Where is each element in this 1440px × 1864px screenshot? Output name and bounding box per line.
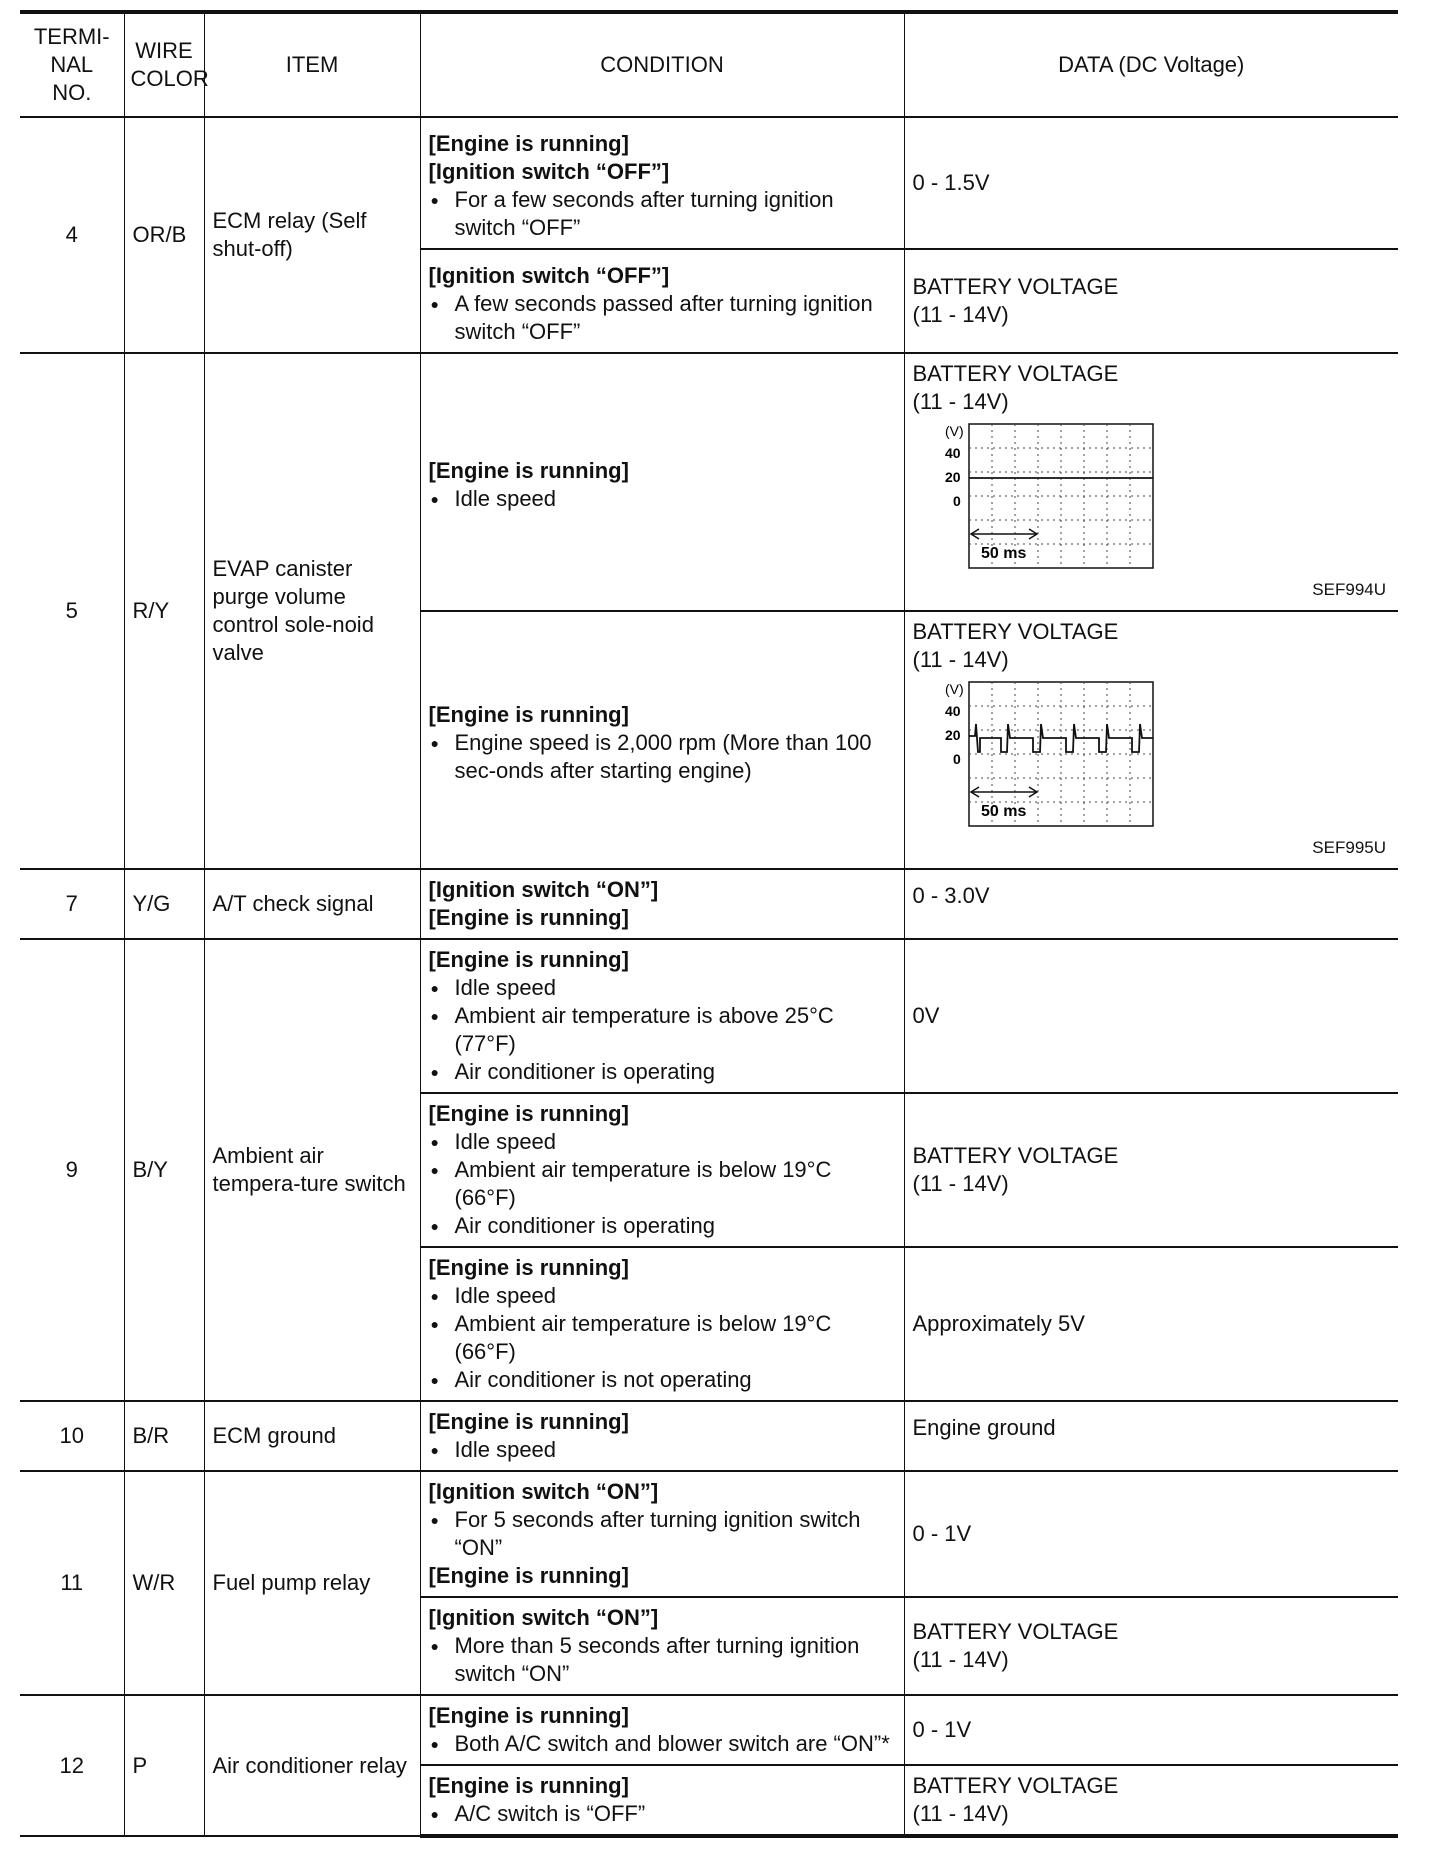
condition-heading: [Ignition switch “ON”] — [428, 1605, 659, 1630]
scope-unit-label: (V) — [944, 681, 964, 697]
condition-cell — [420, 939, 904, 1093]
data-value — [904, 1093, 1398, 1247]
data-line: (11 - 14V) — [912, 647, 1009, 672]
condition-heading: [Ignition switch “ON”] — [428, 1479, 659, 1504]
data-line: (11 - 14V) — [912, 1171, 1009, 1196]
scope-unit-label: (V) — [944, 423, 964, 439]
condition-cell — [420, 869, 904, 939]
wire-color: B/Y — [124, 939, 204, 1401]
condition-bullet: ● Idle speed — [429, 1436, 896, 1464]
condition-heading: [Engine is running] — [428, 1563, 629, 1588]
scope-time-marker — [971, 529, 1037, 539]
data-value — [904, 249, 1398, 353]
condition-cell — [420, 1471, 904, 1597]
item-name: A/T check signal — [204, 869, 420, 939]
data-value: 0 - 1V — [904, 1471, 1398, 1597]
wire-color: Y/G — [124, 869, 204, 939]
scope-y0-label: 0 — [952, 493, 961, 509]
condition-bullet: ● Air conditioner is operating — [429, 1058, 896, 1086]
condition-heading: [Engine is running] — [428, 702, 629, 727]
condition-heading: [Engine is running] — [428, 458, 629, 483]
item-name: EVAP canister purge volume control sole-noid valve — [204, 353, 420, 869]
terminal-number: 4 — [20, 117, 124, 353]
scope-y40-label: 40 — [944, 703, 961, 719]
data-line: BATTERY VOLTAGE — [912, 274, 1119, 299]
data-value — [904, 1765, 1398, 1836]
data-line: BATTERY VOLTAGE — [912, 1773, 1119, 1798]
data-value: 0V — [904, 939, 1398, 1093]
terminal-number: 5 — [20, 353, 124, 869]
condition-bullet: ● Ambient air temperature is above 25°C (77°F) — [429, 1002, 896, 1058]
condition-heading: [Engine is running] — [428, 947, 629, 972]
condition-heading: [Ignition switch “OFF”] — [428, 159, 670, 184]
condition-cell — [420, 1401, 904, 1471]
condition-bullet: ● A few seconds passed after turning ignition switch “OFF” — [429, 290, 896, 346]
item-name: ECM ground — [204, 1401, 420, 1471]
terminal-number: 9 — [20, 939, 124, 1401]
scope-time-marker — [971, 787, 1037, 797]
data-value: 0 - 1V — [904, 1695, 1398, 1765]
terminal-number: 10 — [20, 1401, 124, 1471]
item-name: Ambient air tempera-ture switch — [204, 939, 420, 1401]
terminal-number: 12 — [20, 1695, 124, 1836]
header-data: DATA (DC Voltage) — [904, 12, 1398, 117]
table-row — [20, 1401, 1398, 1471]
condition-bullet: ● Engine speed is 2,000 rpm (More than 100 sec-onds after starting engine) — [429, 729, 896, 785]
condition-bullet: ● More than 5 seconds after turning ignition switch “ON” — [429, 1632, 896, 1688]
data-line: (11 - 14V) — [912, 1647, 1009, 1672]
table-row — [20, 117, 1398, 249]
table-row — [20, 1471, 1398, 1597]
condition-bullet: ● Idle speed — [429, 1282, 896, 1310]
scope-time-label: 50 ms — [980, 545, 1026, 562]
condition-bullet: ● Air conditioner is not operating — [429, 1366, 896, 1394]
condition-bullet: ● For 5 seconds after turning ignition switch “ON” — [429, 1506, 896, 1562]
data-value — [904, 353, 1398, 611]
data-line: BATTERY VOLTAGE — [912, 1619, 1119, 1644]
scope-y0-label: 0 — [952, 751, 961, 767]
table-row — [20, 1695, 1398, 1765]
table-row — [20, 869, 1398, 939]
oscilloscope-idle-waveform — [939, 422, 1189, 572]
condition-heading: [Engine is running] — [428, 1409, 629, 1434]
terminal-data-table-sheet — [20, 10, 1398, 1838]
data-line: BATTERY VOLTAGE — [912, 1143, 1119, 1168]
data-line: (11 - 14V) — [912, 389, 1009, 414]
condition-heading: [Engine is running] — [428, 905, 629, 930]
condition-bullet: ● A/C switch is “OFF” — [429, 1800, 896, 1828]
condition-bullet: ● Ambient air temperature is below 19°C (66°F) — [429, 1310, 896, 1366]
condition-heading: [Engine is running] — [428, 1101, 629, 1126]
scope-y20-label: 20 — [944, 727, 961, 743]
header-item: ITEM — [204, 12, 420, 117]
condition-cell — [420, 1597, 904, 1695]
scope-time-label: 50 ms — [980, 803, 1026, 820]
wire-color: R/Y — [124, 353, 204, 869]
oscilloscope-2000rpm-waveform — [939, 680, 1189, 830]
condition-bullet: ● Idle speed — [429, 1128, 896, 1156]
item-name: Air conditioner relay — [204, 1695, 420, 1836]
condition-cell — [420, 249, 904, 353]
condition-cell — [420, 1247, 904, 1401]
condition-heading: [Engine is running] — [428, 1255, 629, 1280]
condition-cell — [420, 353, 904, 611]
wire-color: W/R — [124, 1471, 204, 1695]
table-row — [20, 939, 1398, 1093]
data-value — [904, 1597, 1398, 1695]
wire-color: B/R — [124, 1401, 204, 1471]
data-line: (11 - 14V) — [912, 1801, 1009, 1826]
header-terminal: TERMI- NAL NO. — [20, 12, 124, 117]
data-value: Approximately 5V — [904, 1247, 1398, 1401]
item-name: Fuel pump relay — [204, 1471, 420, 1695]
condition-cell — [420, 117, 904, 249]
condition-cell — [420, 1695, 904, 1765]
item-name: ECM relay (Self shut-off) — [204, 117, 420, 353]
figure-id: SEF994U — [1312, 580, 1386, 599]
condition-bullet: ● Air conditioner is operating — [429, 1212, 896, 1240]
condition-bullet: ● Idle speed — [429, 485, 896, 513]
terminal-number: 11 — [20, 1471, 124, 1695]
data-value — [904, 611, 1398, 869]
condition-cell — [420, 611, 904, 869]
condition-bullet: ● Ambient air temperature is below 19°C (66°F) — [429, 1156, 896, 1212]
data-line: (11 - 14V) — [912, 302, 1009, 327]
scope-y20-label: 20 — [944, 469, 961, 485]
condition-heading: [Ignition switch “ON”] — [428, 877, 659, 902]
scope-pulse-trace — [969, 724, 1153, 752]
scope-y40-label: 40 — [944, 445, 961, 461]
terminal-data-table — [20, 10, 1398, 1838]
wire-color: P — [124, 1695, 204, 1836]
condition-bullet: ● For a few seconds after turning ignition switch “OFF” — [429, 186, 896, 242]
data-line: BATTERY VOLTAGE — [912, 619, 1119, 644]
data-value: 0 - 3.0V — [904, 869, 1398, 939]
condition-heading: [Ignition switch “OFF”] — [428, 263, 670, 288]
condition-heading: [Engine is running] — [428, 1773, 629, 1798]
header-wire-color: WIRE COLOR — [124, 12, 204, 117]
data-line: BATTERY VOLTAGE — [912, 361, 1119, 386]
condition-heading: [Engine is running] — [428, 1703, 629, 1728]
header-condition: CONDITION — [420, 12, 904, 117]
condition-cell — [420, 1093, 904, 1247]
terminal-number: 7 — [20, 869, 124, 939]
table-row — [20, 353, 1398, 611]
condition-bullet: ● Both A/C switch and blower switch are “ON”* — [429, 1730, 896, 1758]
condition-cell — [420, 1765, 904, 1836]
wire-color: OR/B — [124, 117, 204, 353]
header-row — [20, 12, 1398, 117]
figure-id: SEF995U — [1312, 838, 1386, 857]
data-value: 0 - 1.5V — [904, 117, 1398, 249]
condition-bullet: ● Idle speed — [429, 974, 896, 1002]
data-value: Engine ground — [904, 1401, 1398, 1471]
condition-heading: [Engine is running] — [428, 131, 629, 156]
